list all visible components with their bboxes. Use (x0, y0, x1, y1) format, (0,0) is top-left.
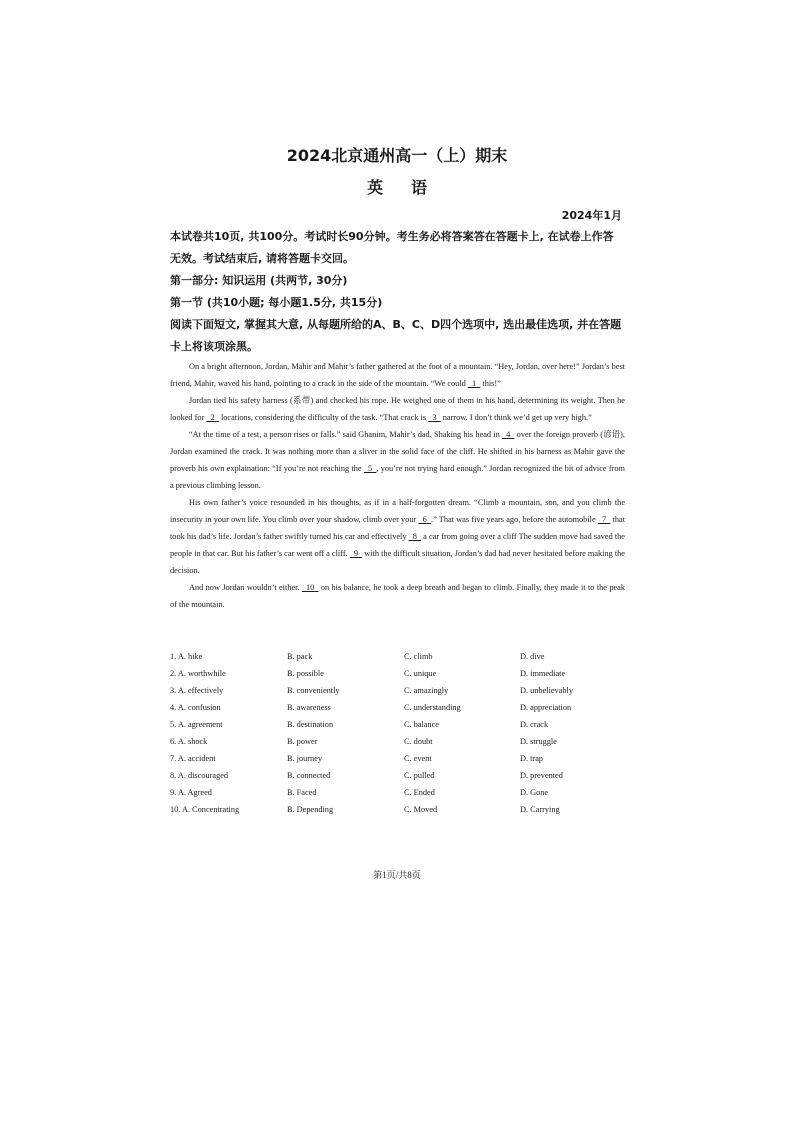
option-d: D. dive (520, 652, 545, 661)
option-b: B. journey (287, 754, 323, 763)
option-row-9 (170, 784, 626, 801)
blank-8: 8 (412, 532, 417, 541)
option-c: C. climb (404, 652, 433, 661)
option-c: C. unique (404, 669, 437, 678)
blank-4: 4 (506, 430, 511, 439)
option-d: D. unbelievably (520, 686, 573, 695)
exam-note-line-2: 无效。考试结束后, 请将答题卡交回。 (170, 252, 355, 265)
blank-7: 7 (602, 515, 607, 524)
option-b: B. awareness (287, 703, 331, 712)
page-number: 第1页/共8页 (373, 870, 421, 880)
option-c: C. balance (404, 720, 440, 729)
passage-text: , you’re not trying hard enough.” Jordan recognized the bit of advice from a previous climbing lesson. (170, 464, 626, 490)
option-a: 10. A. Concentrating (170, 805, 240, 814)
passage-paragraph (170, 494, 625, 579)
passage-text: a car from going over a cliff The sudden move had saved the people in that car. But his father’s car went off a cliff. (170, 532, 625, 558)
option-c: C. amazingly (404, 686, 449, 695)
option-a: 6. A. shock (170, 737, 208, 746)
option-a: 5. A. agreement (170, 720, 223, 729)
option-b: B. Depending (287, 805, 334, 814)
option-a: 4. A. confusion (170, 703, 221, 712)
option-a: 1. A. hike (170, 652, 203, 661)
option-a: 9. A. Agreed (170, 788, 212, 797)
blank-3: 3 (432, 413, 437, 422)
option-d: D. appreciation (520, 703, 572, 712)
option-row-4 (170, 699, 626, 716)
passage-paragraph (170, 579, 625, 613)
passage-paragraph (170, 392, 625, 426)
option-a: 3. A. effectively (170, 686, 224, 695)
directions-line-2: 卡上将该项涂黑。 (170, 340, 258, 353)
option-b: B. Faced (287, 788, 317, 797)
blank-9: 9 (353, 549, 359, 558)
option-row-5 (170, 716, 626, 733)
option-d: D. crack (520, 720, 549, 729)
passage-text: His own father’s voice resounded in his thoughts, as if in a half-forgotten dream. “Climb a mountain, son, and you climb the insecurity in your own life. You climb over your shadow, climb over your (170, 498, 625, 524)
exam-title: 2024北京通州高一（上）期末 (286, 146, 508, 165)
option-row-7 (170, 750, 626, 767)
passage-text: And now Jordan wouldn’t either. (189, 583, 302, 592)
option-d: D. Gone (520, 788, 549, 797)
answer-options (170, 648, 626, 818)
option-row-2 (170, 665, 626, 682)
option-a: 2. A. worthwhile (170, 669, 226, 678)
option-d: D. Carrying (520, 805, 560, 814)
option-b: B. power (287, 737, 318, 746)
passage-paragraph (170, 358, 625, 392)
blank-10: 10 (306, 583, 315, 592)
passage-text: on his balance, he took a deep breath and began to climb. Finally, they made it to the peak of the mountain. (170, 583, 625, 609)
passage-text: with the difficult situation, Jordan’s dad had never hesitated before making the decision. (170, 549, 625, 575)
passage-text: over the foreign proverb (谚语), Jordan examined the crack. It was nothing more than a sliver in the solid face of the cliff. He shifted in his harness as Mahir gave the proverb his own explaination: “If you’re not reaching the (170, 430, 625, 473)
section-one-heading: 第一节 (共10小题; 每小题1.5分, 共15分) (170, 296, 383, 309)
option-d: D. immediate (520, 669, 566, 678)
passage-text: .” That was five years ago, before the automobile (430, 515, 598, 524)
blank-1: 1 (472, 379, 477, 388)
option-a: 8. A. discouraged (170, 771, 229, 780)
option-b: B. conveniently (287, 686, 340, 695)
option-row-10 (170, 801, 626, 818)
option-a: 7. A. accident (170, 754, 216, 763)
option-c: C. doubt (404, 737, 433, 746)
exam-subject: 英语 (366, 178, 455, 197)
reading-passage (170, 358, 625, 613)
passage-text: locations, considering the difficulty of the task. “That crack is (218, 413, 429, 422)
blank-5: 5 (368, 464, 373, 473)
directions-line-1: 阅读下面短文, 掌握其大意, 从每题所给的A、B、C、D四个选项中, 选出最佳选项, 并在答题 (170, 318, 622, 331)
option-row-8 (170, 767, 626, 784)
exam-date: 2024年1月 (561, 209, 622, 222)
option-row-6 (170, 733, 626, 750)
blank-6: 6 (422, 515, 427, 524)
option-b: B. connected (287, 771, 331, 780)
blank-2: 2 (210, 413, 215, 422)
option-d: D. struggle (520, 737, 557, 746)
passage-text: Jordan tied his safety harness (系带) and checked his rope. He weighed one of them in his hand, determining its weight. Then he looked for (170, 396, 625, 422)
option-c: C. event (404, 754, 432, 763)
option-row-1 (170, 648, 626, 665)
passage-text: this!” (480, 379, 501, 388)
passage-paragraph (170, 426, 625, 494)
option-b: B. destination (287, 720, 334, 729)
option-c: C. understanding (404, 703, 461, 712)
option-d: D. prevented (520, 771, 563, 780)
option-b: B. pack (287, 652, 313, 661)
passage-text: that took his dad’s life. Jordan’s father swiftly turned his car and effectively (170, 515, 625, 541)
passage-text: “At the time of a test, a person rises or falls.” said Ghanim, Mahir’s dad. Shaking his head in (189, 430, 502, 439)
option-c: C. pulled (404, 771, 435, 780)
exam-note-line-1: 本试卷共10页, 共100分。考试时长90分钟。考生务必将答案答在答题卡上, 在试卷上作答 (170, 230, 614, 243)
option-d: D. trap (520, 754, 544, 763)
passage-text: On a bright afternoon, Jordan, Mahir and Mahir’s father gathered at the foot of a mountain. “Hey, Jordan, over here!” Jordan’s best friend, Mahir, waved his hand, pointing to a crack in the side of the mountain. “We could (170, 362, 625, 388)
part-one-heading: 第一部分: 知识运用 (共两节, 30分) (170, 274, 348, 287)
option-c: C. Moved (404, 805, 438, 814)
option-row-3 (170, 682, 626, 699)
option-b: B. possible (287, 669, 324, 678)
passage-text: narrow. I don’t think we’d get up very high.” (440, 413, 592, 422)
option-c: C. Ended (404, 788, 435, 797)
